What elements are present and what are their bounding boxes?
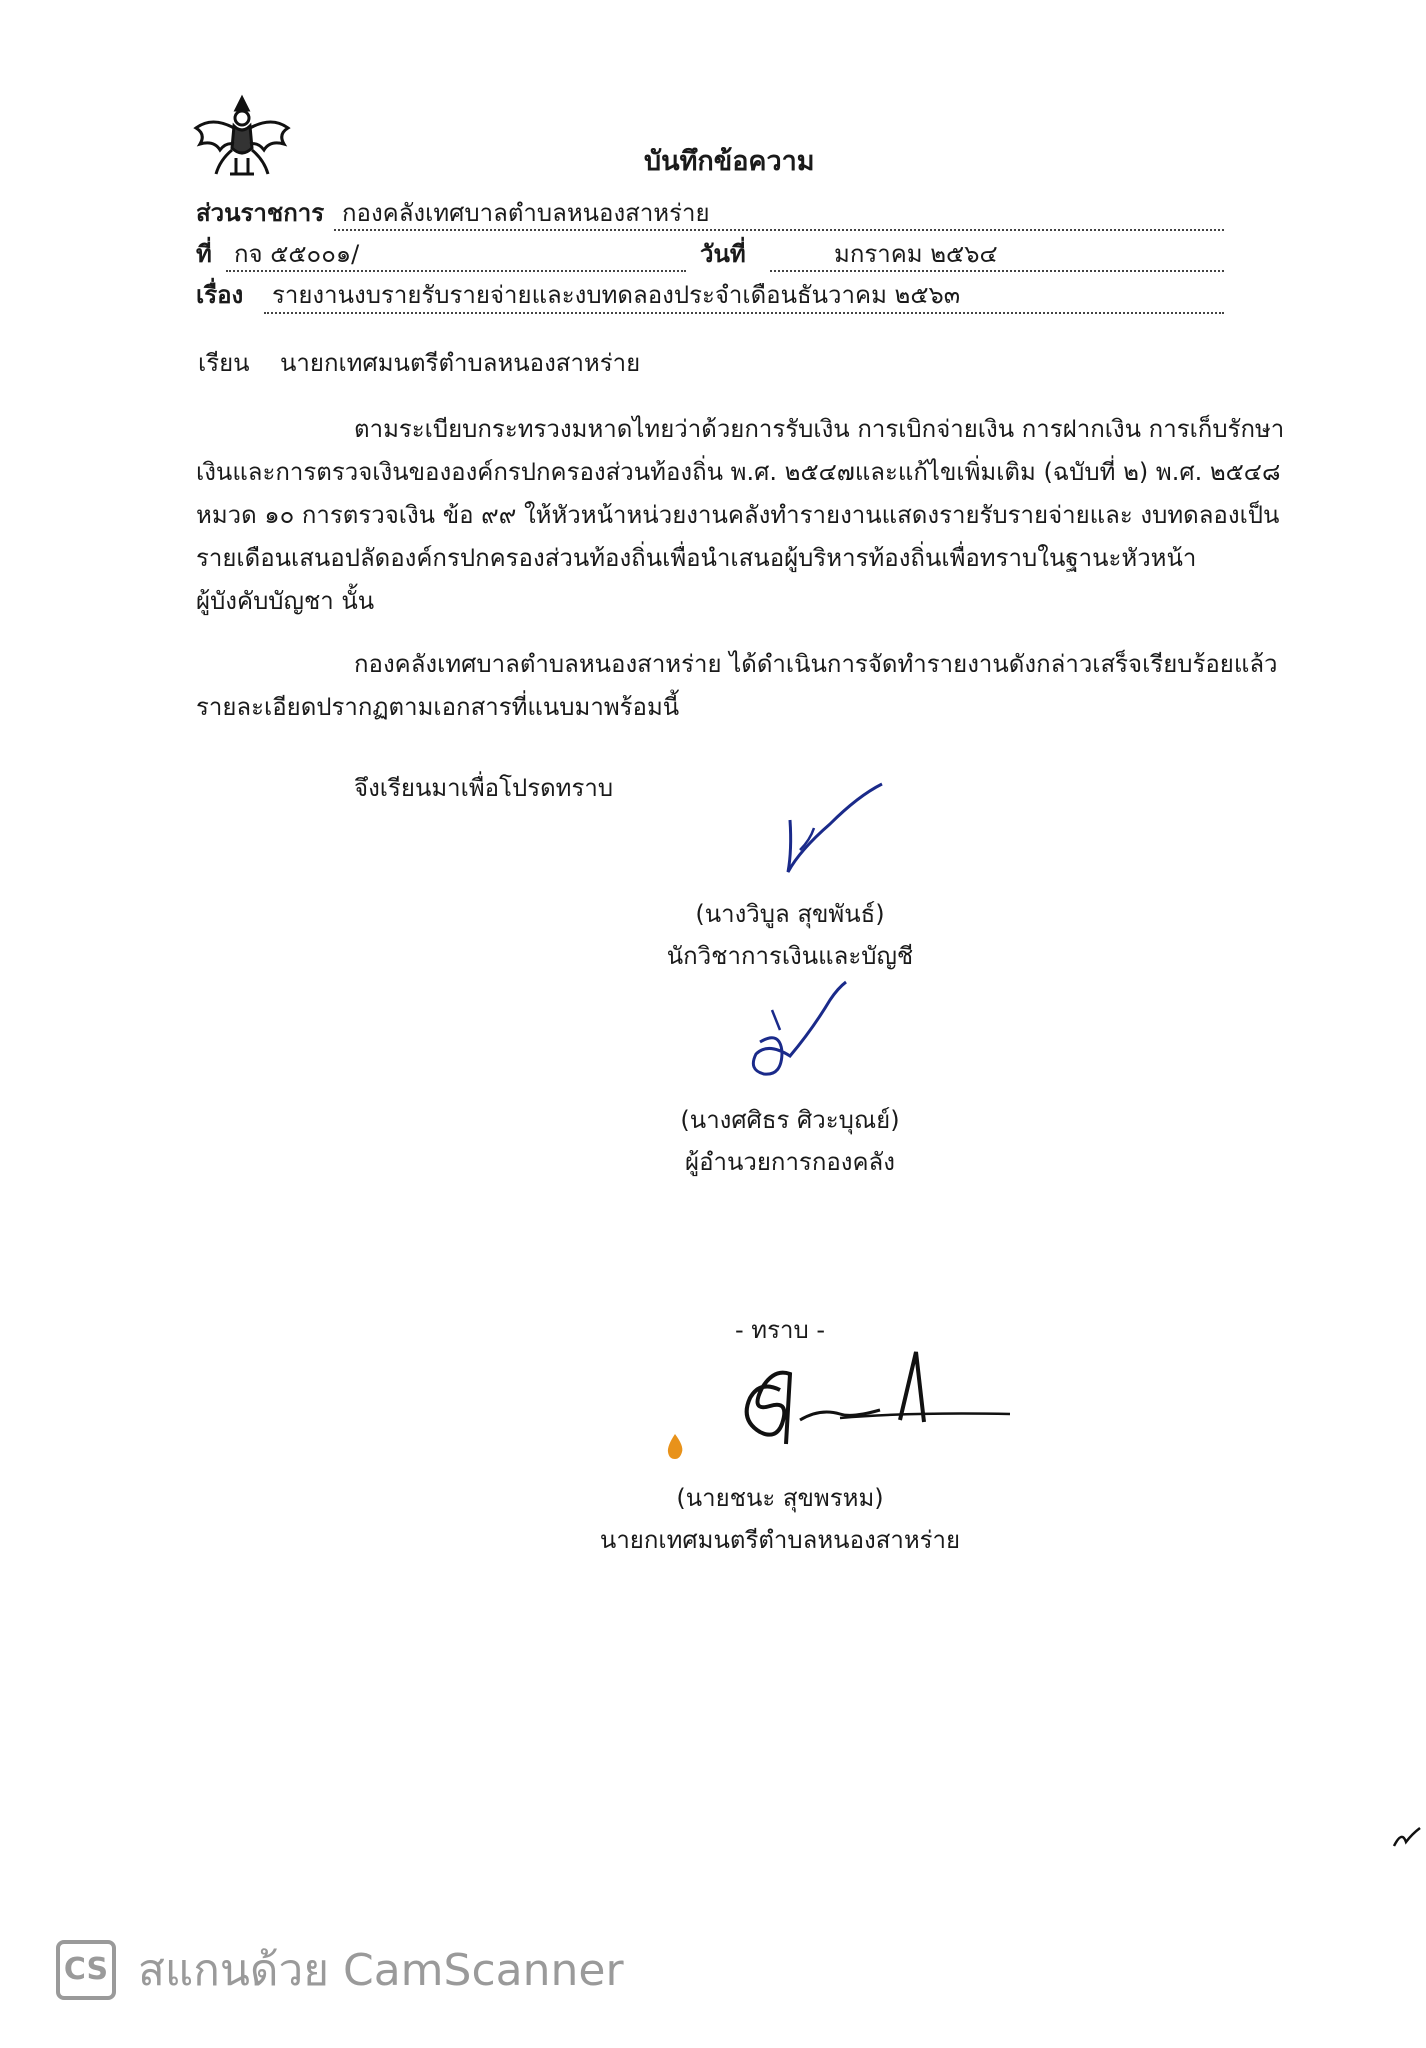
signature-2-scribble: [720, 980, 870, 1100]
signature-3-scribble: [720, 1340, 1020, 1460]
paragraph-1-line-5: ผู้บังคับบัญชา นั้น: [196, 587, 375, 615]
signature-2-name: (นางศศิธร ศิวะบุณย์): [680, 1106, 900, 1134]
ref-dotted-line: [226, 270, 686, 272]
paragraph-1-line-1: ตามระเบียบกระทรวงมหาดไทยว่าด้วยการรับเงิน การเบิกจ่ายเงิน การฝากเงิน การเก็บรักษา: [354, 415, 1285, 443]
paragraph-1-line-3: หมวด ๑๐ การตรวจเงิน ข้อ ๙๙ ให้หัวหน้าหน่วยงานคลังทำรายงานแสดงรายรับรายจ่ายและ งบทดลองเป็น: [196, 501, 1280, 529]
memo-title: บันทึกข้อความ: [644, 146, 815, 177]
garuda-emblem-icon: [190, 88, 294, 184]
closing-text: จึงเรียนมาเพื่อโปรดทราบ: [354, 774, 614, 802]
acknowledge-text: - ทราบ -: [735, 1316, 825, 1344]
agency-value: กองคลังเทศบาลตำบลหนองสาหร่าย: [342, 199, 710, 227]
paragraph-2-line-2: รายละเอียดปรากฏตามเอกสารที่แนบมาพร้อมนี้: [196, 693, 680, 721]
signature-1-position: นักวิชาการเงินและบัญชี: [666, 942, 914, 970]
signature-1-scribble: [770, 780, 890, 880]
ink-blot-icon: [664, 1432, 686, 1460]
date-label: วันที่: [700, 240, 746, 268]
ref-label: ที่: [196, 240, 212, 268]
date-dotted-line: [770, 270, 1224, 272]
camscanner-watermark: [56, 1935, 624, 2005]
agency-label: ส่วนราชการ: [196, 199, 325, 227]
signature-1-name: (นางวิบูล สุขพันธ์): [695, 900, 885, 928]
paragraph-2-line-1: กองคลังเทศบาลตำบลหนองสาหร่าย ได้ดำเนินการจัดทำรายงานดังกล่าวเสร็จเรียบร้อยแล้ว: [354, 650, 1278, 678]
subject-dotted-line: [264, 312, 1224, 314]
to-label: เรียน: [198, 349, 250, 377]
stray-pen-mark: [1392, 1826, 1422, 1850]
signature-2-position: ผู้อำนวยการกองคลัง: [685, 1148, 895, 1176]
date-value: มกราคม ๒๕๖๔: [834, 240, 998, 268]
signature-3-name: (นายชนะ สุขพรหม): [676, 1484, 884, 1512]
paragraph-1-line-2: เงินและการตรวจเงินขององค์กรปกครองส่วนท้องถิ่น พ.ศ. ๒๕๔๗และแก้ไขเพิ่มเติม (ฉบับที่ ๒) พ.ศ. ๒๕๔๘: [196, 458, 1281, 486]
to-value: นายกเทศมนตรีตำบลหนองสาหร่าย: [280, 349, 641, 377]
paragraph-1-line-4: รายเดือนเสนอปลัดองค์กรปกครองส่วนท้องถิ่นเพื่อนำเสนอผู้บริหารท้องถิ่นเพื่อทราบในฐานะหัวหน้า: [196, 544, 1197, 572]
subject-label: เรื่อง: [196, 281, 244, 309]
agency-dotted-line: [334, 229, 1224, 231]
subject-value: รายงานงบรายรับรายจ่ายและงบทดลองประจำเดือนธันวาคม ๒๕๖๓: [272, 281, 961, 309]
signature-3-position: นายกเทศมนตรีตำบลหนองสาหร่าย: [599, 1526, 961, 1554]
camscanner-text: สแกนด้วย CamScanner: [138, 1945, 624, 1996]
ref-value: กจ ๕๕๐๐๑/: [234, 240, 360, 268]
camscanner-logo-icon: CS: [56, 1940, 116, 2000]
